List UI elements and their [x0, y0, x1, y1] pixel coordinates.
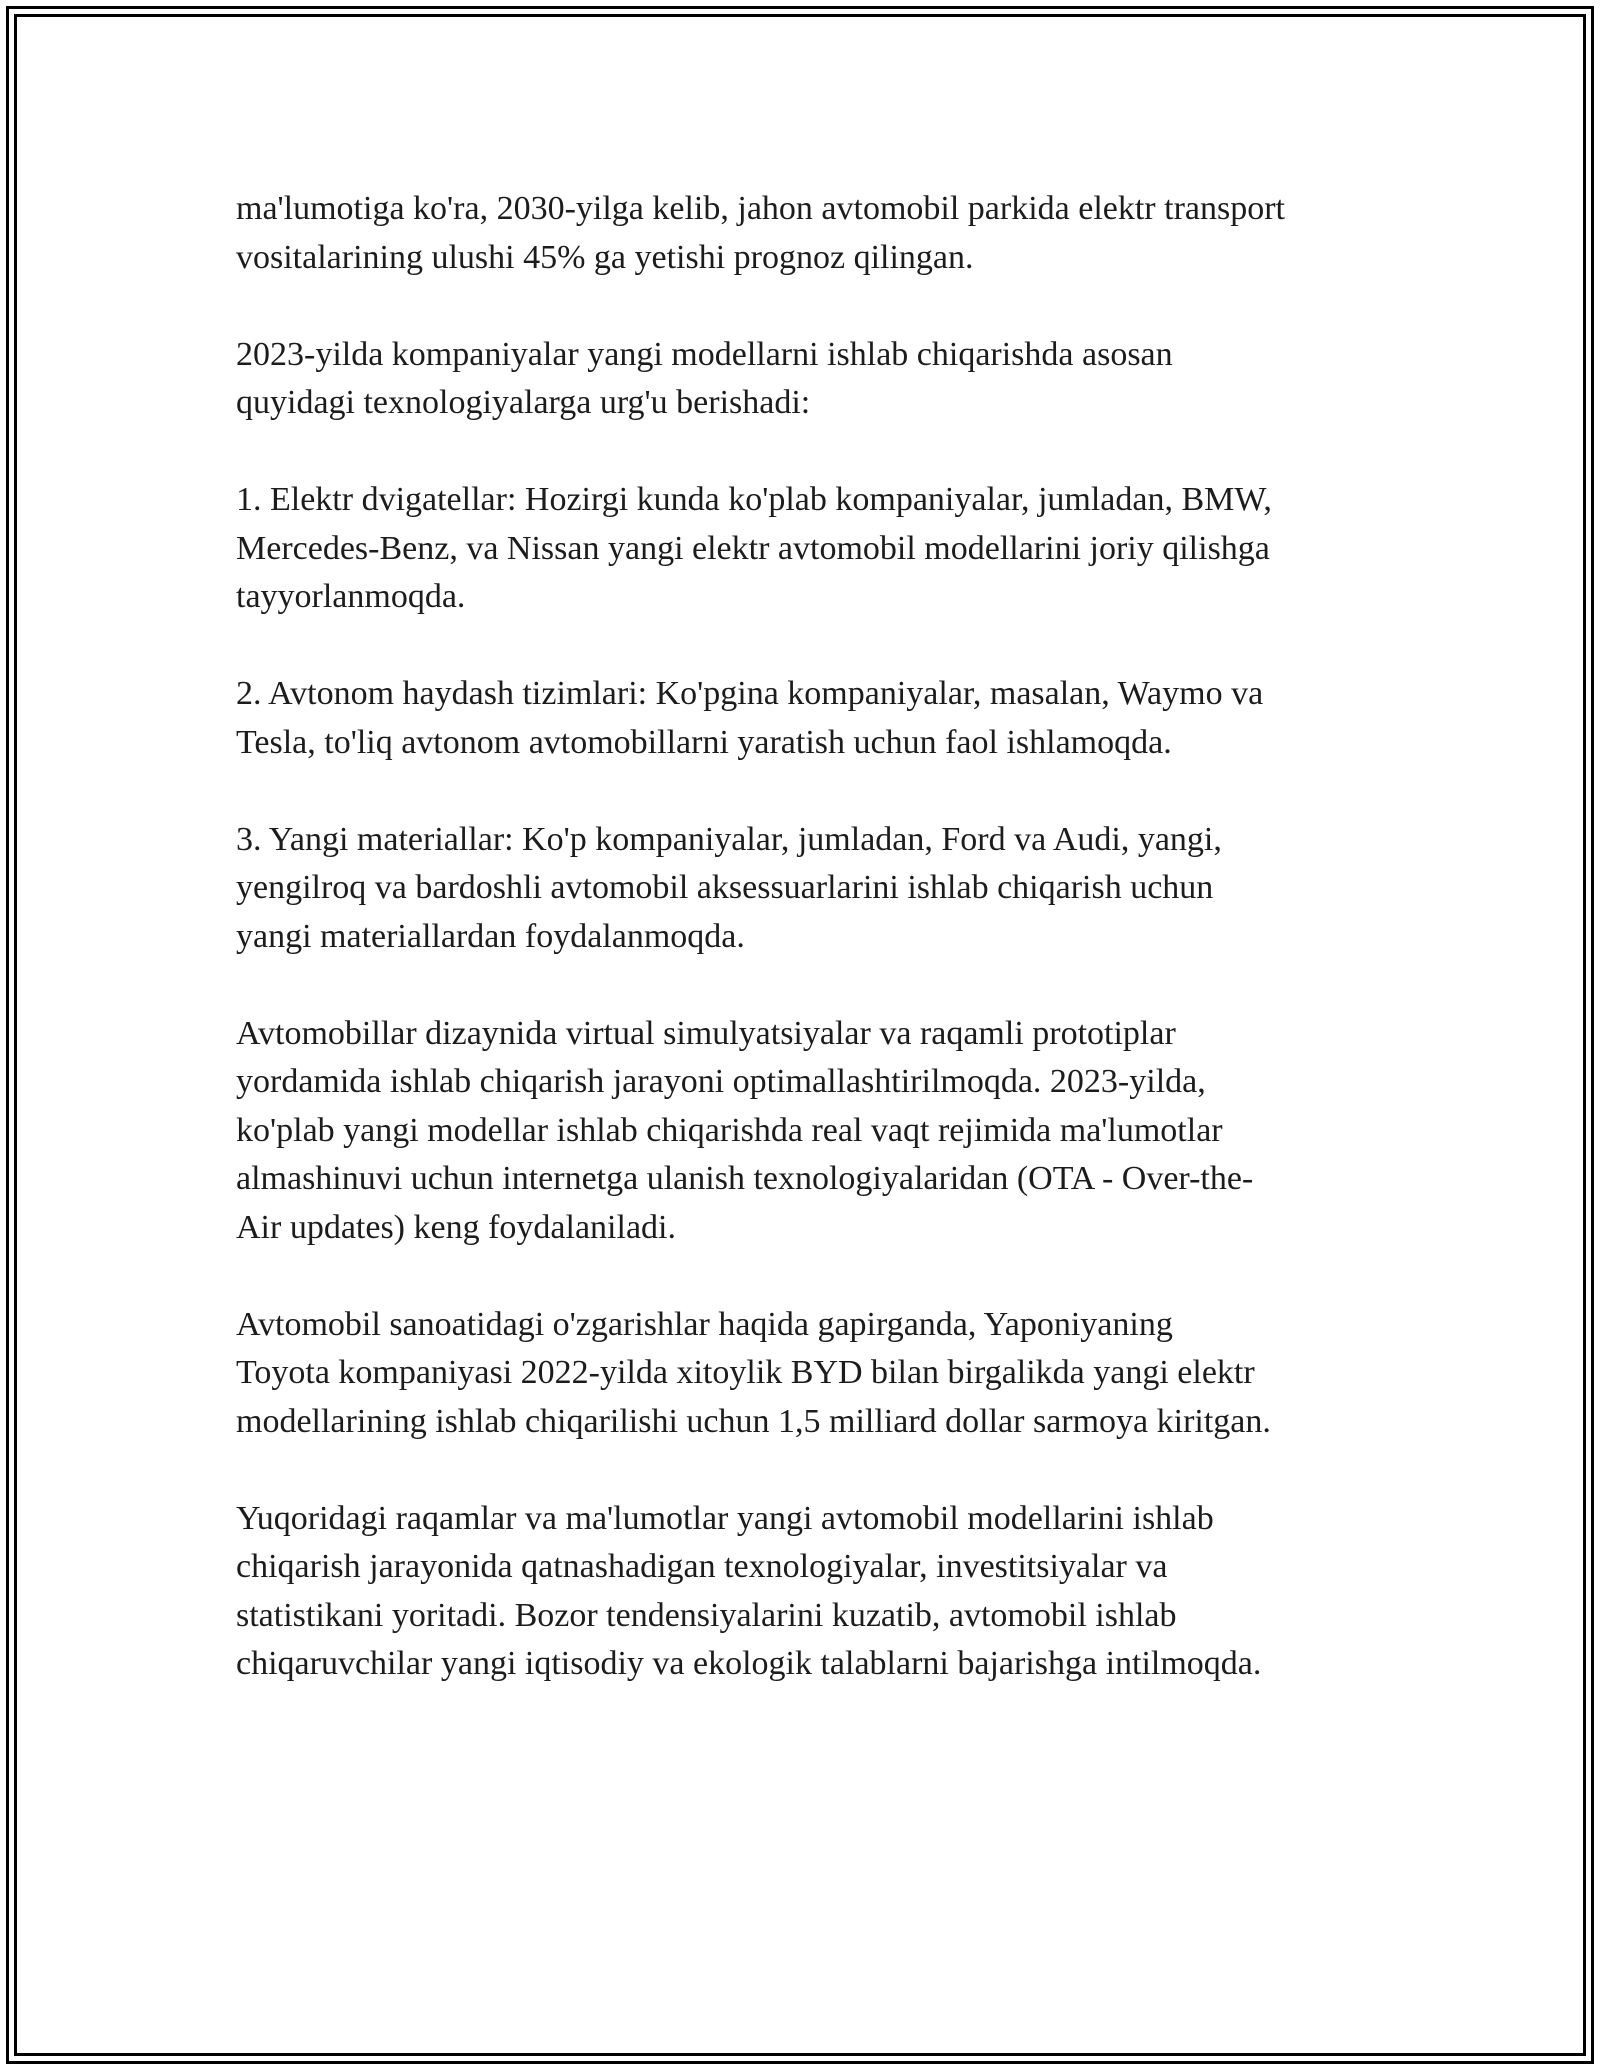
paragraph-technologies-intro: 2023-yilda kompaniyalar yangi modellarni ishlab chiqarishda asosan quyidagi texnologiyalarga urg'u berishadi: — [236, 335, 1173, 421]
list-item-electric-motors: 1. Elektr dvigatellar: Hozirgi kunda ko'plab kompaniyalar, jumladan, BMW, Mercedes-Benz, va Nissan yangi elektr avtomobil modellarini joriy qilishga tayyorlanmoqda. — [236, 481, 1272, 615]
paragraph-forecast: ma'lumotiga ko'ra, 2030-yilga kelib, jahon avtomobil parkida elektr transport vositalarining ulushi 45% ga yetishi prognoz qilingan. — [236, 190, 1285, 276]
paragraph-toyota-byd: Avtomobil sanoatidagi o'zgarishlar haqida gapirganda, Yaponiyaning Toyota kompaniyasi 2022-yilda xitoylik BYD bilan birgalikda yangi elektr modellarining ishlab chiqarilishi uchun 1,5 milliard dollar sarmoya kiritgan. — [236, 1305, 1271, 1440]
document-body — [236, 185, 1406, 1737]
list-item-autonomous-driving: 2. Avtonom haydash tizimlari: Ko'pgina kompaniyalar, masalan, Waymo va Tesla, to'liq avtonom avtomobillarni yaratish uchun faol ishlamoqda. — [236, 675, 1264, 761]
paragraph-virtual-design: Avtomobillar dizaynida virtual simulyatsiyalar va raqamli prototiplar yordamida ishlab chiqarish jarayoni optimallashtirilmoqda. 2023-yilda, ko'plab yangi modellar ishlab chiqarishda real vaqt rejimida ma'lumotlar almashinuvi uchun internetga ulanish texnologiyalaridan (OTA - Over-the- Air updates) keng foydalaniladi. — [236, 1014, 1254, 1246]
paragraph-conclusion: Yuqoridagi raqamlar va ma'lumotlar yangi avtomobil modellarini ishlab chiqarish jarayonida qatnashadigan texnologiyalar, investitsiyalar va statistikani yoritadi. Bozor tendensiyalarini kuzatib, avtomobil ishlab chiqaruvchilar yangi iqtisodiy va ekologik talablarni bajarishga intilmoqda. — [236, 1499, 1262, 1682]
list-item-new-materials: 3. Yangi materiallar: Ko'p kompaniyalar, jumladan, Ford va Audi, yangi, yengilroq va bardoshli avtomobil aksessuarlarini ishlab chiqarish uchun yangi materiallardan foydalanmoqda. — [236, 820, 1222, 955]
